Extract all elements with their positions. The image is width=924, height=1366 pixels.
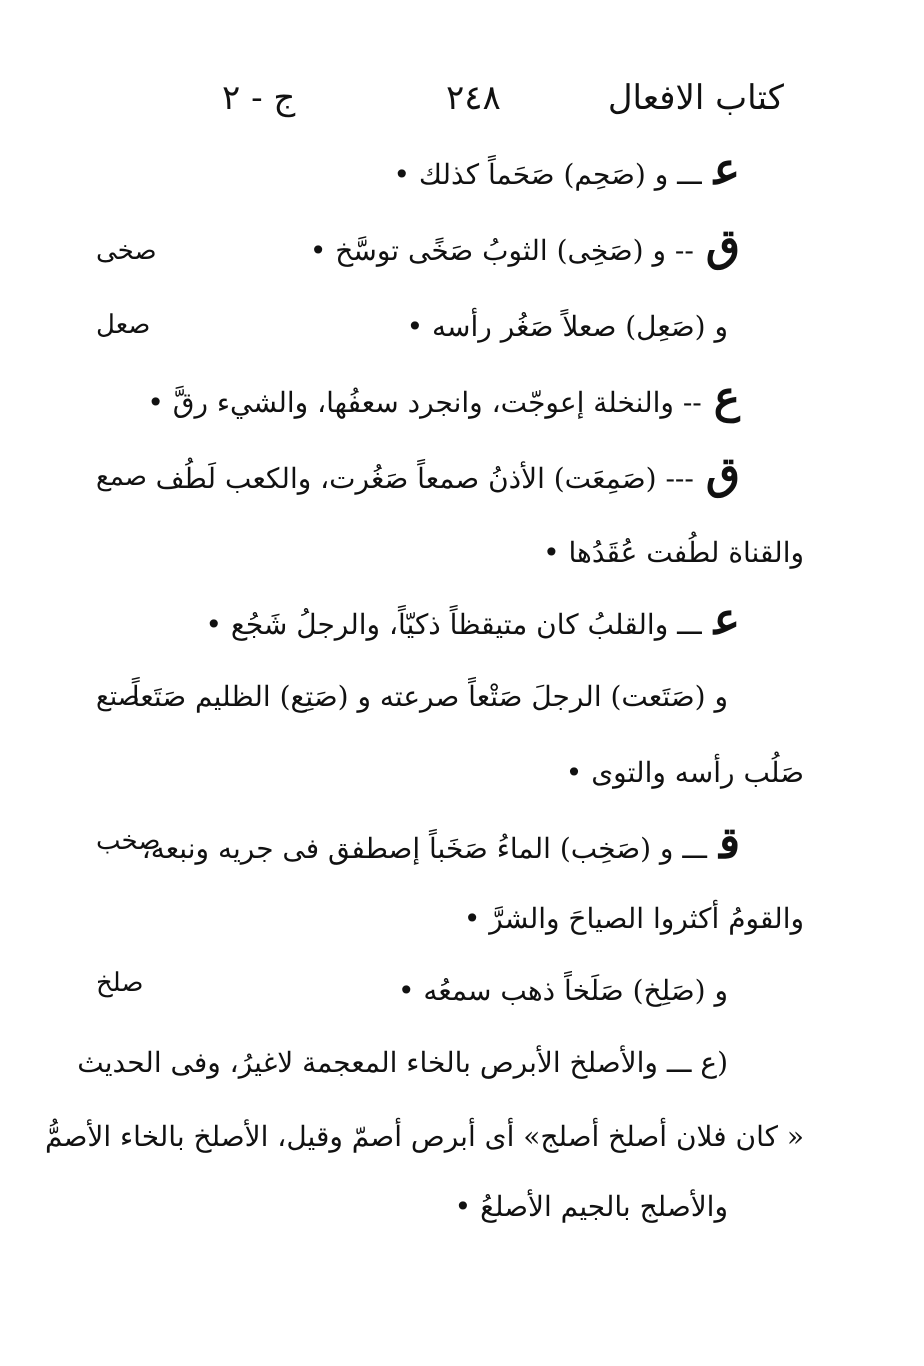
text-line <box>147 372 740 423</box>
text-line <box>132 672 740 717</box>
line-marker: ق <box>718 818 740 869</box>
text-line <box>566 748 816 793</box>
margin-headword: صعل <box>96 310 151 340</box>
line-text: و (صَعِل) صعلاً صَغُر رأسه • <box>406 310 728 343</box>
line-marker: ق <box>705 448 740 499</box>
margin-headword: صتع <box>96 682 140 712</box>
line-text: --- (صَمِعَت) الأذنُ صمعاً صَغُرت، والكعب لَطُف <box>155 462 694 495</box>
text-line <box>398 966 740 1011</box>
text-line <box>464 894 816 939</box>
text-line <box>45 1112 816 1157</box>
text-line <box>543 528 816 573</box>
text-line <box>141 818 740 869</box>
text-line <box>455 1182 740 1227</box>
margin-headword: صخب <box>96 826 161 856</box>
volume-label: ج - ٢ <box>222 78 296 118</box>
line-marker: ع <box>713 144 740 195</box>
book-title: كتاب الافعال <box>607 78 784 118</box>
line-marker: ع <box>713 372 740 423</box>
text-line <box>205 594 741 645</box>
line-text: « كان فلان أصلخ أصلج» أى أبرص أصمّ وقيل، الأصلخ بالخاء الأصمُّ <box>44 1120 804 1153</box>
margin-headword: صلخ <box>96 968 144 998</box>
line-text: و (صَتَعت) الرجلَ صَتْعاً صرعته و (صَتِع) الظليم صَتَعاً <box>131 680 728 713</box>
line-marker: ع <box>713 594 740 645</box>
text-line <box>393 144 740 195</box>
page-number: ٢٤٨ <box>446 78 501 118</box>
text-line <box>309 220 740 271</box>
margin-headword: صخى <box>96 236 157 266</box>
margin-headword: صمع <box>96 462 147 492</box>
line-text: و (صَلِخ) صَلَخاً ذهب سمعُه • <box>397 974 728 1007</box>
line-text: -- و (صَخِى) الثوبُ صَخًى توسَّخ • <box>309 234 694 267</box>
line-text: ـــ و (صَخِب) الماءُ صَخَباً إصطفق فى جريه ونبعه، <box>141 832 707 865</box>
text-line <box>155 448 740 499</box>
line-text: ـــ والقلبُ كان متيقظاً ذكيّاً، والرجلُ شَجُع • <box>205 608 702 641</box>
line-marker: ق <box>705 220 740 271</box>
line-text: (ع ـــ والأصلخ الأبرص بالخاء المعجمة لاغيرُ، وفى الحديث <box>77 1046 728 1079</box>
line-text: والقومُ أكثروا الصياحَ والشرَّ • <box>463 902 804 935</box>
line-text: صَلُب رأسه والتوى • <box>565 756 804 789</box>
line-text: والأصلج بالجيم الأصلعُ • <box>454 1190 728 1223</box>
line-text: والقناة لطُفت عُقَدُها • <box>543 536 804 569</box>
text-line <box>407 302 740 347</box>
line-text: -- والنخلة إعوجّت، وانجرد سعفُها، والشيء رقَّ • <box>147 386 702 419</box>
text-line <box>77 1038 740 1083</box>
line-text: ـــ و (صَحِم) صَحَماً كذلك • <box>393 158 702 191</box>
